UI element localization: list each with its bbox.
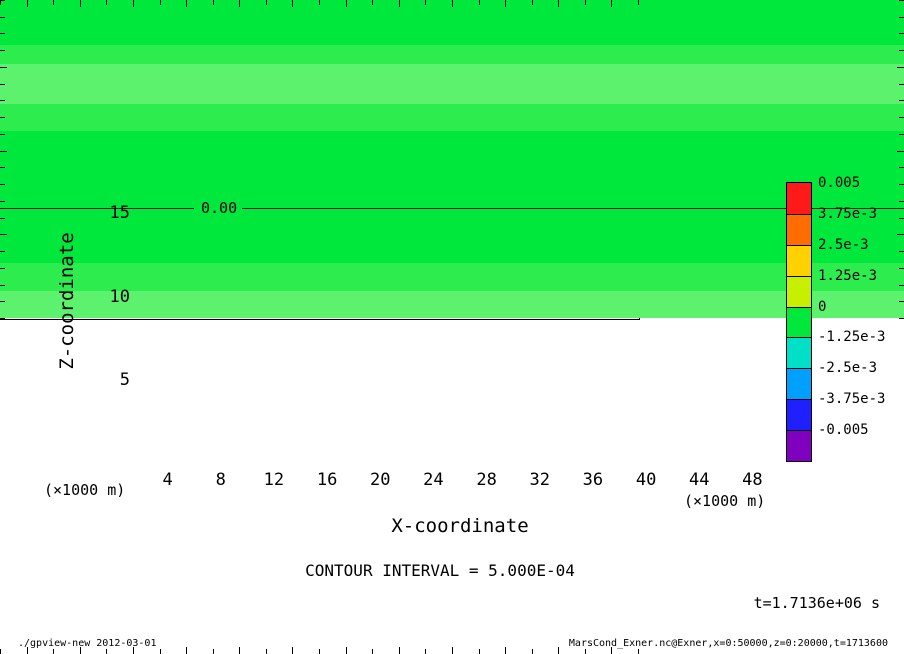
x-axis-minor-tick — [53, 0, 54, 5]
y-axis-minor-tick — [0, 50, 5, 51]
colorbar-tick-label: -3.75e-3 — [818, 391, 886, 408]
colorbar-tick-label: -2.5e-3 — [818, 360, 878, 377]
x-axis-tick-label: 20 — [370, 470, 391, 490]
contour-band — [0, 45, 640, 63]
x-axis-minor-tick — [239, 0, 240, 5]
colorbar-divider — [787, 368, 811, 369]
colorbar-tick-label: 0.005 — [818, 175, 861, 191]
x-axis-minor-tick — [186, 0, 187, 5]
colorbar-tick-label: 1.25e-3 — [818, 267, 878, 284]
x-axis-tick-label: 8 — [215, 470, 226, 490]
y-axis-title: Z-coordinate — [56, 232, 78, 370]
x-axis-minor-tick — [346, 0, 347, 5]
x-axis-minor-tick — [213, 0, 214, 5]
x-axis-tick-label: 32 — [529, 470, 550, 490]
y-axis-minor-tick — [0, 84, 5, 85]
x-axis-minor-tick — [479, 0, 480, 5]
x-axis-minor-tick — [399, 0, 400, 5]
x-axis-tick-label: 40 — [635, 470, 657, 490]
y-axis-minor-tick — [0, 285, 5, 286]
colorbar-segment — [787, 214, 811, 245]
x-axis-tick-label: 24 — [423, 470, 444, 490]
colorbar-tick-label: 0 — [818, 298, 827, 315]
contour-label: 0.00 — [201, 198, 238, 217]
y-axis-minor-tick — [0, 318, 5, 319]
x-axis-minor-tick — [638, 0, 639, 5]
time-label: t=1.7136e+06 s — [753, 594, 880, 612]
y-axis-minor-tick — [0, 134, 5, 135]
y-axis-minor-tick — [0, 17, 5, 18]
y-axis-minor-tick — [0, 268, 5, 269]
x-axis-tick-label: 4 — [162, 470, 173, 490]
x-axis-minor-tick — [27, 0, 28, 5]
colorbar-divider — [787, 337, 811, 338]
x-axis-minor-tick — [292, 0, 293, 5]
y-axis-minor-tick — [0, 117, 5, 118]
y-axis-minor-tick — [0, 33, 5, 34]
y-axis-minor-tick — [0, 67, 5, 68]
x-axis-minor-tick — [558, 0, 559, 5]
x-axis-title: X-coordinate — [391, 515, 529, 537]
x-axis-minor-tick — [160, 0, 161, 5]
x-axis-minor-tick — [585, 0, 586, 5]
colorbar-segment — [787, 399, 811, 430]
contour-interval-label: CONTOUR INTERVAL = 5.000E-04 — [305, 561, 575, 580]
y-axis-tick-label: 5 — [119, 370, 130, 391]
colorbar-tick-label: 2.5e-3 — [818, 236, 869, 253]
colorbar-segment — [787, 368, 811, 399]
y-axis-minor-tick — [0, 151, 5, 152]
colorbar-divider — [787, 430, 811, 431]
x-axis-minor-tick — [266, 0, 267, 5]
x-axis-minor-tick — [106, 0, 107, 5]
x-axis-minor-tick — [532, 0, 533, 5]
colorbar-tick-label: -0.005 — [818, 422, 869, 439]
colorbar-divider — [787, 399, 811, 400]
x-axis-minor-tick — [505, 0, 506, 5]
y-axis-minor-tick — [0, 184, 5, 185]
x-axis-tick-label: 28 — [476, 470, 497, 490]
colorbar — [786, 182, 812, 462]
y-axis-tick-label: 15 — [109, 202, 130, 223]
x-axis-tick-label: 44 — [689, 470, 710, 490]
colorbar-segment — [787, 307, 811, 338]
contour-band — [0, 0, 640, 45]
y-axis-minor-tick — [0, 167, 5, 168]
x-axis-minor-tick — [319, 0, 320, 5]
x-axis-minor-tick — [611, 0, 612, 5]
contour-band — [0, 131, 640, 206]
x-axis-minor-tick — [372, 0, 373, 5]
x-axis-tick-label: 12 — [263, 470, 285, 490]
contour-band — [0, 64, 640, 104]
y-axis-minor-tick — [0, 201, 5, 202]
footer-left: ./gpview-new 2012-03-01 — [18, 638, 157, 649]
y-axis-tick-label: 10 — [109, 286, 130, 307]
x-axis-minor-tick — [425, 0, 426, 5]
x-axis-tick-label: 36 — [582, 470, 604, 490]
colorbar-segment — [787, 183, 811, 214]
x-axis-tick-label: 16 — [316, 470, 338, 490]
y-axis-minor-tick — [0, 251, 5, 252]
y-axis-minor-tick — [0, 0, 5, 1]
x-axis-minor-tick — [80, 0, 81, 5]
colorbar-segment — [787, 337, 811, 368]
plot-area[interactable] — [0, 0, 640, 320]
x-axis-minor-tick — [452, 0, 453, 5]
y-axis-minor-tick — [0, 301, 5, 302]
y-axis-minor-tick — [0, 234, 5, 235]
colorbar-segment — [787, 430, 811, 461]
colorbar-divider — [787, 245, 811, 246]
colorbar-segment — [787, 276, 811, 307]
footer-right: MarsCond_Exner.nc@Exner,x=0:50000,z=0:20000,t=1713600 — [568, 638, 888, 649]
colorbar-divider — [787, 307, 811, 308]
y-axis-minor-tick — [0, 218, 5, 219]
contour-band — [0, 104, 640, 131]
x-axis-units: (×1000 m) — [684, 492, 766, 510]
x-axis-tick-label: 48 — [742, 470, 763, 490]
colorbar-divider — [787, 276, 811, 277]
colorbar-tick-label: 3.75e-3 — [818, 205, 878, 222]
colorbar-tick-label: -1.25e-3 — [818, 329, 886, 346]
y-axis-minor-tick — [0, 100, 5, 101]
z-axis-units: (×1000 m) — [44, 481, 126, 499]
x-axis-minor-tick — [133, 0, 134, 5]
colorbar-segment — [787, 245, 811, 276]
colorbar-divider — [787, 214, 811, 215]
